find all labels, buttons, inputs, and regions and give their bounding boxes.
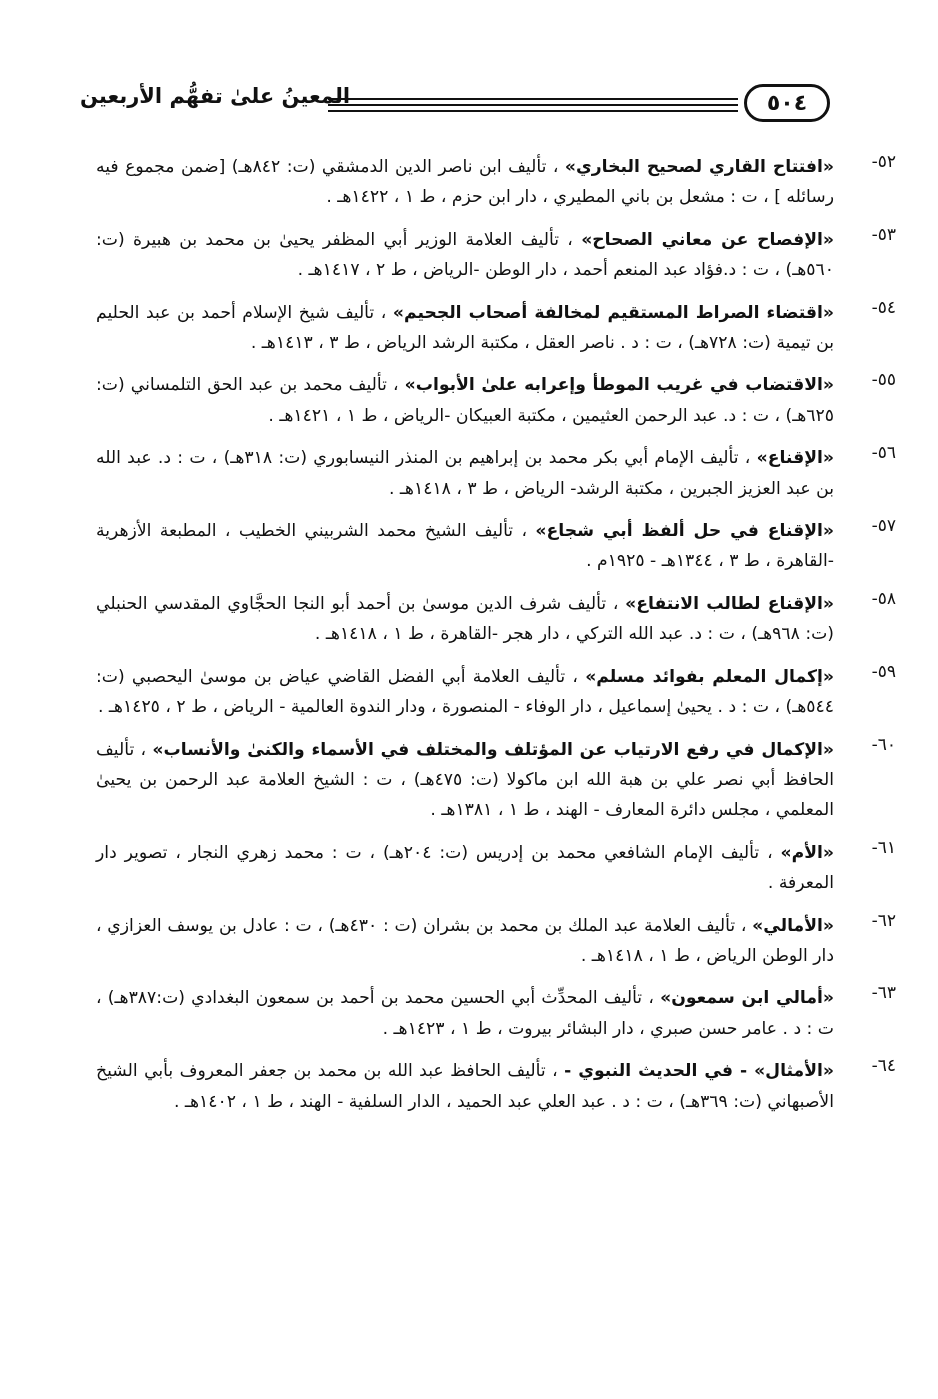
entry-title: «اقتضاء الصراط المستقيم لمخالفة أصحاب الجحيم»	[392, 302, 834, 323]
page-header	[80, 78, 830, 132]
bibliography-entry	[96, 734, 896, 826]
entry-details: ، تأليف شيخ الإسلام أحمد بن عبد الحليم بن تيمية (ت: ٧٢٨هـ) ، ت : د . ناصر العقل ، مكتبة الرشد الرياض ، ط ٣ ، ١٤١٣هـ .	[96, 302, 834, 354]
entry-number: ٥٢-	[871, 152, 896, 172]
header-rule	[328, 98, 738, 100]
entry-number: ٥٣-	[871, 224, 896, 245]
entry-number: ٦٤-	[871, 1056, 896, 1077]
entry-title: «الأم»	[780, 842, 835, 863]
entry-title: «إكمال المعلم بفوائد مسلم»	[585, 666, 834, 687]
page-number: ٥٠٤	[744, 84, 830, 122]
entry-number: ٥٧-	[871, 516, 896, 537]
bibliography-entry	[96, 661, 896, 723]
entry-title: «الإقناع لطالب الانتفاع»	[625, 593, 835, 614]
entry-title: «الأمالي»	[752, 915, 834, 936]
bibliography-entry	[96, 588, 896, 650]
entry-number: ٦٣-	[871, 983, 896, 1004]
header-rule	[328, 110, 738, 112]
entry-number: ٥٩-	[871, 661, 896, 682]
header-rule	[328, 104, 738, 106]
entry-number: ٦٠-	[871, 734, 896, 755]
entry-details: ، تأليف العلامة عبد الملك بن محمد بن بشران (ت : ٤٣٠هـ) ، ت : عادل بن يوسف العزازي ، دار الوطن الرياض ، ط ١ ، ١٤١٨هـ .	[96, 915, 834, 966]
entry-details: ، تأليف الحافظ أبي نصر علي بن هبة الله ابن ماكولا (ت: ٤٧٥هـ) ، ت : الشيخ العلامة عبد الرحمن بن يحيىٰ المعلمي ، مجلس دائرة المعارف - الهند ، ط ١ ، ١٣٨١هـ .	[96, 739, 834, 821]
entry-title: «الأمثال» - في الحديث النبوي -	[564, 1061, 834, 1082]
entry-number: ٥٨-	[871, 588, 896, 609]
entry-details: ، تأليف الإمام أبي بكر محمد بن إبراهيم بن المنذر النيسابوري (ت: ٣١٨هـ) ، ت : د. عبد الله بن عبد العزيز الجبرين ، مكتبة الرشد- الرياض ، ط ٣ ، ١٤١٨هـ .	[96, 448, 834, 499]
bibliography-list	[96, 152, 896, 1129]
entry-number: ٥٥-	[871, 370, 896, 391]
entry-number: ٦٢-	[871, 910, 896, 931]
entry-details: ، تأليف الحافظ عبد الله بن محمد بن جعفر المعروف بأبي الشيخ الأصبهاني (ت: ٣٦٩هـ) ، ت : د . عبد العلي عبد الحميد ، الدار السلفية - الهند ، ط ١ ، ١٤٠٢هـ .	[96, 1061, 834, 1112]
entry-title: «الإقناع في حل ألفظ أبي شجاع»	[535, 521, 834, 542]
entry-number: ٥٦-	[871, 443, 896, 464]
entry-details: ، تأليف ابن ناصر الدين الدمشقي (ت: ٨٤٢هـ) [ضمن مجموع فيه رسائله ] ، ت : مشعل بن باني المطيري ، دار ابن حزم ، ط ١ ، ١٤٢٢هـ .	[96, 157, 834, 208]
entry-title: «افتتاح القاري لصحيح البخاري»	[564, 157, 834, 177]
entry-title: «الإقناع»	[756, 448, 834, 469]
entry-details: ، تأليف المحدِّث أبي الحسين محمد بن أحمد بن سمعون البغدادي (ت:٣٨٧هـ) ، ت : د . عامر حسن صبري ، دار البشائر بيروت ، ط ١ ، ١٤٢٣هـ .	[96, 988, 834, 1039]
entry-title: «أمالي ابن سمعون»	[660, 988, 834, 1009]
bibliography-entry	[96, 443, 896, 504]
bibliography-entry	[96, 983, 896, 1044]
entry-number: ٦١-	[871, 837, 896, 858]
entry-details: ، تأليف محمد بن عبد الحق التلمساني (ت: ٦٢٥هـ) ، ت : د. عبد الرحمن العثيمين ، مكتبة العبيكان -الرياض ، ط ١ ، ١٤٢١هـ .	[96, 375, 834, 426]
entry-details: ، تأليف شرف الدين موسىٰ بن أحمد أبو النجا الحجَّاوي المقدسي الحنبلي (ت: ٩٦٨هـ) ، ت : د. عبد الله التركي ، دار هجر -القاهرة ، ط ١ ، ١٤١٨هـ .	[96, 593, 834, 645]
entry-details: ، تأليف العلامة أبي الفضل القاضي عياض بن موسىٰ اليحصبي (ت: ٥٤٤هـ) ، ت : د . يحيىٰ إسماعيل ، دار الوفاء - المنصورة ، ودار الندوة العالمية - الرياض ، ط ٢ ، ١٤٢٥هـ .	[96, 666, 834, 718]
book-title: المعينُ علىٰ تفهُّم الأربعين	[80, 84, 351, 108]
entry-number: ٥٤-	[871, 297, 896, 318]
entry-title: «الاقتضاب في غريب الموطأ وإعرابه علىٰ الأبواب»	[404, 375, 834, 396]
bibliography-entry	[96, 1056, 896, 1117]
bibliography-entry	[96, 910, 896, 972]
bibliography-entry	[96, 224, 896, 286]
bibliography-entry	[96, 297, 896, 359]
bibliography-entry	[96, 152, 896, 213]
entry-details: ، تأليف الإمام الشافعي محمد بن إدريس (ت: ٢٠٤هـ) ، ت : محمد زهري النجار ، تصوير دار المعرفة .	[96, 842, 834, 894]
entry-details: ، تأليف الشيخ محمد الشربيني الخطيب ، المطبعة الأزهرية -القاهرة ، ط ٣ ، ١٣٤٤هـ - ١٩٢٥م .	[96, 521, 834, 572]
entry-details: ، تأليف العلامة الوزير أبي المظفر يحيىٰ بن محمد بن هبيرة (ت: ٥٦٠هـ) ، ت : د.فؤاد عبد المنعم أحمد ، دار الوطن -الرياض ، ط ٢ ، ١٤١٧هـ .	[96, 229, 834, 281]
bibliography-entry	[96, 516, 896, 577]
entry-title: «الإفصاح عن معاني الصحاح»	[581, 229, 834, 250]
bibliography-entry	[96, 837, 896, 899]
entry-title: «الإكمال في رفع الارتياب عن المؤتلف والمختلف في الأسماء والكنىٰ والأنساب»	[152, 739, 835, 760]
bibliography-entry	[96, 370, 896, 431]
